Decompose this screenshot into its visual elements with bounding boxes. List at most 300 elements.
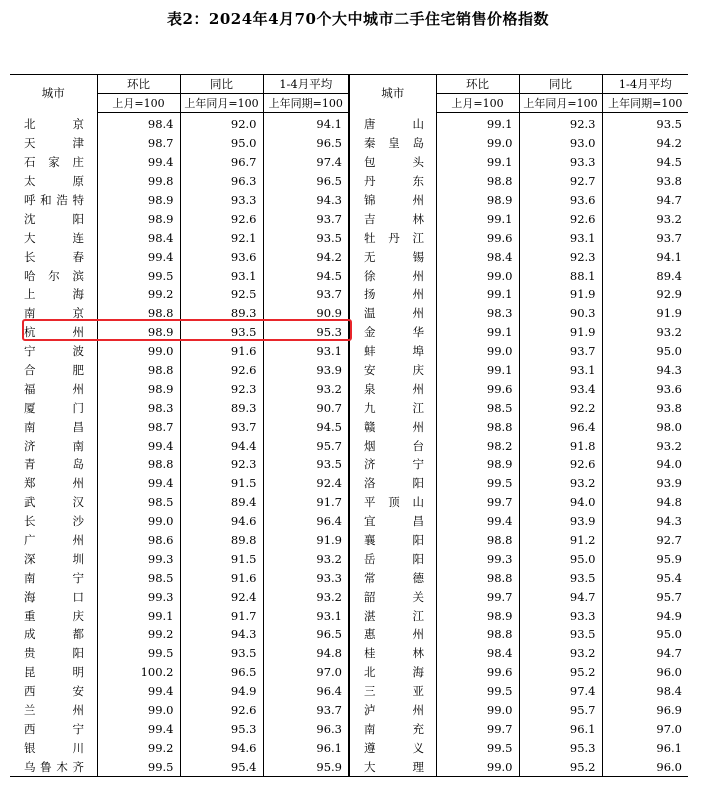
city-cell-right — [349, 361, 436, 380]
mom-value: 99.5 — [436, 682, 519, 701]
avg-value: 96.5 — [263, 625, 349, 644]
mom-value: 99.0 — [97, 701, 180, 720]
avg-value: 93.7 — [602, 228, 688, 247]
mom-value: 99.1 — [436, 323, 519, 342]
yoy-value: 95.3 — [519, 738, 602, 757]
avg-value: 96.9 — [602, 701, 688, 720]
table-row — [10, 455, 688, 474]
yoy-value: 92.5 — [180, 285, 263, 304]
yoy-value: 95.4 — [180, 757, 263, 776]
yoy-value: 91.6 — [180, 342, 263, 361]
yoy-value: 93.2 — [519, 474, 602, 493]
mom-value: 98.4 — [436, 247, 519, 266]
table-row — [10, 172, 688, 191]
mom-value: 99.0 — [436, 701, 519, 720]
mom-value: 99.1 — [436, 209, 519, 228]
city-cell — [10, 342, 97, 361]
yoy-value: 92.6 — [180, 361, 263, 380]
avg-value: 92.9 — [602, 285, 688, 304]
yoy-value: 94.0 — [519, 493, 602, 512]
mom-value: 99.3 — [97, 587, 180, 606]
city-cell — [10, 436, 97, 455]
yoy-value: 95.3 — [180, 720, 263, 739]
mom-value: 99.4 — [97, 247, 180, 266]
yoy-value: 95.2 — [519, 663, 602, 682]
table-header — [10, 75, 688, 113]
table-row — [10, 701, 688, 720]
avg-value: 95.9 — [263, 757, 349, 776]
yoy-value: 92.3 — [519, 113, 602, 134]
yoy-value: 88.1 — [519, 266, 602, 285]
table-row — [10, 512, 688, 531]
avg-value: 94.5 — [263, 266, 349, 285]
yoy-value: 93.1 — [519, 361, 602, 380]
mom-value: 99.3 — [97, 549, 180, 568]
avg-value: 96.1 — [263, 738, 349, 757]
avg-value: 94.2 — [602, 134, 688, 153]
avg-value: 94.5 — [602, 153, 688, 172]
table-row — [10, 342, 688, 361]
yoy-value: 92.6 — [519, 209, 602, 228]
mom-value: 98.8 — [436, 568, 519, 587]
city-name: 南宁 — [24, 570, 84, 585]
avg-value: 97.0 — [602, 720, 688, 739]
city-name: 呼和浩特 — [24, 193, 84, 207]
page-title: 表2：2024年4月70个大中城市二手住宅销售价格指数 — [167, 10, 549, 28]
yoy-value: 93.9 — [519, 512, 602, 531]
avg-value: 93.1 — [263, 342, 349, 361]
avg-value: 90.7 — [263, 398, 349, 417]
yoy-value: 92.3 — [180, 379, 263, 398]
city-cell — [10, 304, 97, 323]
city-cell — [10, 757, 97, 776]
city-name: 郑州 — [24, 476, 84, 491]
avg-value: 96.0 — [602, 663, 688, 682]
city-name: 吉林 — [364, 211, 424, 226]
city-name: 天津 — [24, 136, 84, 151]
city-name: 湛江 — [364, 608, 424, 623]
city-cell — [10, 474, 97, 493]
yoy-value: 91.5 — [180, 474, 263, 493]
mom-value: 98.4 — [97, 113, 180, 134]
city-cell-right — [349, 757, 436, 776]
yoy-value: 92.3 — [180, 455, 263, 474]
table-row — [10, 191, 688, 210]
mom-value: 98.4 — [97, 228, 180, 247]
yoy-value: 89.4 — [180, 493, 263, 512]
city-name: 宜昌 — [364, 514, 424, 529]
table-row — [10, 323, 688, 342]
header-avg: 1-4月平均 — [263, 75, 349, 94]
avg-value: 96.3 — [263, 720, 349, 739]
header-mom: 环比 — [97, 75, 180, 94]
yoy-value: 92.3 — [519, 247, 602, 266]
city-cell — [10, 191, 97, 210]
city-name: 宁波 — [24, 344, 84, 359]
avg-value: 98.0 — [602, 417, 688, 436]
city-name: 包头 — [364, 155, 424, 170]
city-cell — [10, 720, 97, 739]
mom-value: 99.8 — [97, 172, 180, 191]
city-name: 大理 — [364, 759, 424, 774]
table-row — [10, 228, 688, 247]
city-name: 金华 — [364, 325, 424, 340]
city-cell-right — [349, 228, 436, 247]
mom-value: 98.9 — [436, 606, 519, 625]
yoy-value: 92.4 — [180, 587, 263, 606]
avg-value: 95.7 — [263, 436, 349, 455]
city-cell — [10, 549, 97, 568]
yoy-value: 91.9 — [519, 285, 602, 304]
avg-value: 96.4 — [263, 682, 349, 701]
city-name: 北海 — [364, 665, 424, 680]
avg-value: 93.2 — [263, 549, 349, 568]
avg-value: 93.2 — [263, 587, 349, 606]
yoy-value: 95.0 — [519, 549, 602, 568]
city-name: 大连 — [24, 230, 84, 245]
city-cell — [10, 379, 97, 398]
city-name: 合肥 — [24, 363, 84, 378]
mom-value: 99.1 — [436, 153, 519, 172]
avg-value: 96.5 — [263, 172, 349, 191]
city-name: 桂林 — [364, 646, 424, 661]
city-cell-right — [349, 568, 436, 587]
table-row — [10, 417, 688, 436]
city-cell-right — [349, 531, 436, 550]
avg-value: 94.0 — [602, 455, 688, 474]
yoy-value: 90.3 — [519, 304, 602, 323]
city-cell — [10, 209, 97, 228]
city-cell — [10, 361, 97, 380]
city-name: 徐州 — [364, 268, 424, 283]
mom-value: 98.3 — [97, 398, 180, 417]
city-name: 上海 — [24, 287, 84, 302]
table-row — [10, 493, 688, 512]
city-cell — [10, 398, 97, 417]
mom-value: 99.5 — [436, 738, 519, 757]
city-name: 济宁 — [364, 457, 424, 472]
yoy-value: 93.7 — [180, 417, 263, 436]
city-cell-right — [349, 134, 436, 153]
table-row — [10, 757, 688, 776]
avg-value: 96.5 — [263, 134, 349, 153]
yoy-value: 96.7 — [180, 153, 263, 172]
table-row — [10, 720, 688, 739]
city-cell — [10, 512, 97, 531]
mom-value: 99.5 — [97, 266, 180, 285]
city-name: 锦州 — [364, 193, 424, 207]
city-cell-right — [349, 323, 436, 342]
yoy-value: 92.6 — [519, 455, 602, 474]
city-name: 杭州 — [24, 325, 84, 340]
avg-value: 94.1 — [602, 247, 688, 266]
city-name: 赣州 — [364, 419, 424, 434]
yoy-value: 91.6 — [180, 568, 263, 587]
mom-value: 99.5 — [97, 757, 180, 776]
city-name: 昆明 — [24, 665, 84, 680]
yoy-value: 93.3 — [519, 606, 602, 625]
avg-value: 93.2 — [602, 323, 688, 342]
mom-value: 99.4 — [97, 436, 180, 455]
city-cell-right — [349, 455, 436, 474]
table-row — [10, 304, 688, 323]
header-yoy-base-right: 上年同月=100 — [519, 94, 602, 113]
yoy-value: 94.9 — [180, 682, 263, 701]
city-name: 三亚 — [364, 684, 424, 699]
city-name: 西宁 — [24, 721, 84, 736]
yoy-value: 93.5 — [180, 644, 263, 663]
city-name: 海口 — [24, 589, 84, 604]
city-name: 牡丹江 — [364, 230, 424, 245]
city-cell — [10, 247, 97, 266]
mom-value: 98.5 — [97, 493, 180, 512]
city-name: 泉州 — [364, 381, 424, 396]
mom-value: 98.9 — [436, 455, 519, 474]
avg-value: 93.6 — [602, 379, 688, 398]
mom-value: 98.8 — [436, 625, 519, 644]
avg-value: 94.9 — [602, 606, 688, 625]
city-cell — [10, 644, 97, 663]
yoy-value: 96.5 — [180, 663, 263, 682]
city-name: 惠州 — [364, 627, 424, 642]
avg-value: 93.9 — [263, 361, 349, 380]
city-name: 烟台 — [364, 438, 424, 453]
city-name: 洛阳 — [364, 476, 424, 491]
mom-value: 98.6 — [97, 531, 180, 550]
city-cell — [10, 701, 97, 720]
table-row — [10, 606, 688, 625]
city-name: 韶关 — [364, 589, 424, 604]
avg-value: 95.3 — [263, 323, 349, 342]
city-name: 遵义 — [364, 740, 424, 755]
mom-value: 98.8 — [436, 417, 519, 436]
table-row — [10, 474, 688, 493]
city-cell-right — [349, 113, 436, 134]
price-index-table — [10, 74, 688, 777]
city-name: 唐山 — [364, 117, 424, 132]
avg-value: 97.0 — [263, 663, 349, 682]
header-yoy: 同比 — [180, 75, 263, 94]
avg-value: 93.2 — [263, 379, 349, 398]
city-cell — [10, 493, 97, 512]
avg-value: 96.1 — [602, 738, 688, 757]
avg-value: 94.2 — [263, 247, 349, 266]
yoy-value: 93.1 — [180, 266, 263, 285]
yoy-value: 92.6 — [180, 209, 263, 228]
table-row — [10, 209, 688, 228]
city-cell — [10, 606, 97, 625]
city-name: 扬州 — [364, 287, 424, 302]
mom-value: 99.5 — [436, 474, 519, 493]
avg-value: 93.9 — [602, 474, 688, 493]
city-name: 深圳 — [24, 551, 84, 566]
yoy-value: 96.1 — [519, 720, 602, 739]
city-cell-right — [349, 682, 436, 701]
avg-value: 95.4 — [602, 568, 688, 587]
mom-value: 99.1 — [436, 113, 519, 134]
city-name: 贵阳 — [24, 646, 84, 661]
mom-value: 98.9 — [97, 379, 180, 398]
city-cell-right — [349, 720, 436, 739]
city-name: 广州 — [24, 533, 84, 548]
city-name: 常德 — [364, 570, 424, 585]
avg-value: 92.4 — [263, 474, 349, 493]
table-row — [10, 587, 688, 606]
city-name: 无锡 — [364, 249, 424, 264]
city-name: 岳阳 — [364, 551, 424, 566]
city-cell-right — [349, 153, 436, 172]
avg-value: 93.2 — [602, 209, 688, 228]
table-row — [10, 266, 688, 285]
table-row — [10, 379, 688, 398]
yoy-value: 92.6 — [180, 701, 263, 720]
avg-value: 94.8 — [263, 644, 349, 663]
mom-value: 99.0 — [97, 342, 180, 361]
yoy-value: 91.5 — [180, 549, 263, 568]
mom-value: 99.3 — [436, 549, 519, 568]
yoy-value: 93.0 — [519, 134, 602, 153]
avg-value: 98.4 — [602, 682, 688, 701]
yoy-value: 92.2 — [519, 398, 602, 417]
table-row — [10, 682, 688, 701]
city-cell-right — [349, 379, 436, 398]
table-row — [10, 285, 688, 304]
city-cell — [10, 663, 97, 682]
table-row — [10, 549, 688, 568]
city-name: 长春 — [24, 249, 84, 264]
city-cell — [10, 587, 97, 606]
avg-value: 93.5 — [263, 228, 349, 247]
city-cell — [10, 266, 97, 285]
city-cell-right — [349, 304, 436, 323]
header-city: 城市 — [10, 75, 97, 113]
mom-value: 98.7 — [97, 417, 180, 436]
city-name: 石家庄 — [24, 155, 84, 170]
yoy-value: 93.5 — [180, 323, 263, 342]
avg-value: 94.1 — [263, 113, 349, 134]
city-cell-right — [349, 209, 436, 228]
table-row — [10, 738, 688, 757]
table-row — [10, 153, 688, 172]
table-row — [10, 644, 688, 663]
mom-value: 99.5 — [97, 644, 180, 663]
city-cell-right — [349, 606, 436, 625]
mom-value: 98.8 — [97, 455, 180, 474]
city-cell-right — [349, 247, 436, 266]
city-cell-right — [349, 474, 436, 493]
city-cell-right — [349, 191, 436, 210]
avg-value: 89.4 — [602, 266, 688, 285]
yoy-value: 91.8 — [519, 436, 602, 455]
city-cell — [10, 738, 97, 757]
city-name: 九江 — [364, 400, 424, 415]
yoy-value: 93.6 — [180, 247, 263, 266]
yoy-value: 93.7 — [519, 342, 602, 361]
city-cell-right — [349, 398, 436, 417]
city-name: 襄阳 — [364, 533, 424, 548]
city-name: 西安 — [24, 684, 84, 699]
city-cell-right — [349, 342, 436, 361]
avg-value: 93.3 — [263, 568, 349, 587]
yoy-value: 95.2 — [519, 757, 602, 776]
mom-value: 99.0 — [436, 342, 519, 361]
header-city-right: 城市 — [349, 75, 436, 113]
avg-value: 95.7 — [602, 587, 688, 606]
mom-value: 98.8 — [436, 531, 519, 550]
city-cell — [10, 172, 97, 191]
avg-value: 93.5 — [602, 113, 688, 134]
city-name: 秦皇岛 — [364, 136, 424, 151]
table-row — [10, 568, 688, 587]
avg-value: 92.7 — [602, 531, 688, 550]
yoy-value: 91.7 — [180, 606, 263, 625]
yoy-value: 93.5 — [519, 625, 602, 644]
yoy-value: 91.2 — [519, 531, 602, 550]
header-mom-base-right: 上月=100 — [436, 94, 519, 113]
yoy-value: 91.9 — [519, 323, 602, 342]
city-cell-right — [349, 663, 436, 682]
city-cell — [10, 568, 97, 587]
mom-value: 98.9 — [97, 323, 180, 342]
mom-value: 99.4 — [436, 512, 519, 531]
mom-value: 98.5 — [97, 568, 180, 587]
mom-value: 98.8 — [97, 304, 180, 323]
city-cell-right — [349, 266, 436, 285]
mom-value: 99.1 — [97, 606, 180, 625]
mom-value: 99.2 — [97, 738, 180, 757]
mom-value: 99.0 — [436, 266, 519, 285]
city-name: 银川 — [24, 740, 84, 755]
avg-value: 96.0 — [602, 757, 688, 776]
mom-value: 98.8 — [97, 361, 180, 380]
header-avg-base-right: 上年同期=100 — [602, 94, 688, 113]
avg-value: 93.2 — [602, 436, 688, 455]
mom-value: 99.6 — [436, 379, 519, 398]
city-name: 南昌 — [24, 419, 84, 434]
avg-value: 94.7 — [602, 191, 688, 210]
city-cell-right — [349, 644, 436, 663]
avg-value: 94.7 — [602, 644, 688, 663]
table-row — [10, 436, 688, 455]
avg-value: 93.7 — [263, 209, 349, 228]
table-row — [10, 134, 688, 153]
table-row — [10, 663, 688, 682]
city-cell — [10, 682, 97, 701]
mom-value: 98.9 — [97, 209, 180, 228]
city-cell — [10, 113, 97, 134]
avg-value: 95.9 — [602, 549, 688, 568]
yoy-value: 96.3 — [180, 172, 263, 191]
yoy-value: 96.4 — [519, 417, 602, 436]
yoy-value: 92.7 — [519, 172, 602, 191]
mom-value: 98.3 — [436, 304, 519, 323]
table-row — [10, 398, 688, 417]
city-name: 平顶山 — [364, 495, 424, 510]
city-cell-right — [349, 587, 436, 606]
mom-value: 99.4 — [97, 153, 180, 172]
header-yoy-base: 上年同月=100 — [180, 94, 263, 113]
city-name: 福州 — [24, 381, 84, 396]
city-name: 北京 — [24, 117, 84, 132]
yoy-value: 93.3 — [519, 153, 602, 172]
mom-value: 98.9 — [436, 191, 519, 210]
mom-value: 99.4 — [97, 720, 180, 739]
avg-value: 93.7 — [263, 285, 349, 304]
yoy-value: 94.6 — [180, 738, 263, 757]
yoy-value: 97.4 — [519, 682, 602, 701]
city-name: 南充 — [364, 721, 424, 736]
mom-value: 100.2 — [97, 663, 180, 682]
